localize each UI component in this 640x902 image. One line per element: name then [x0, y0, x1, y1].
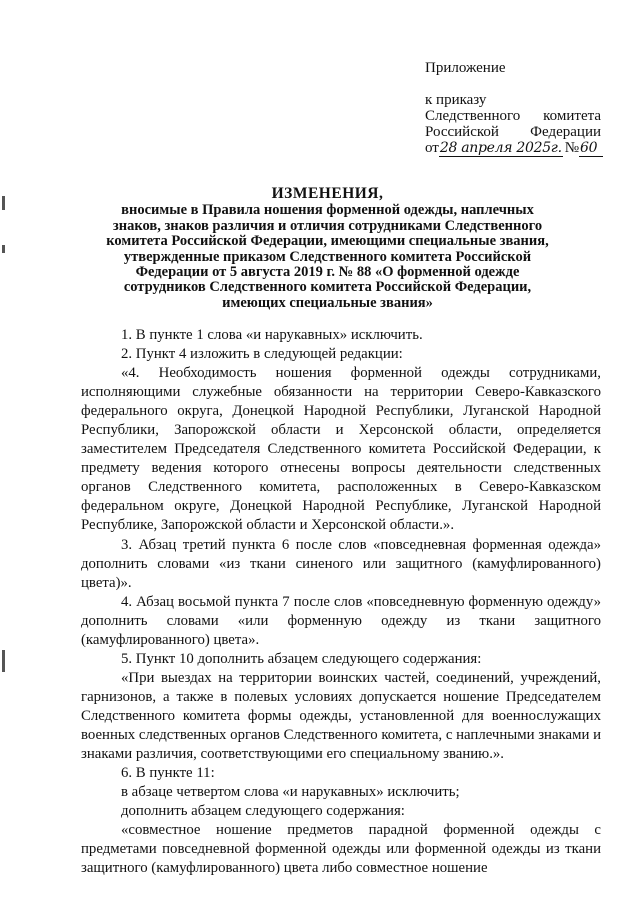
handwritten-number: 60	[579, 140, 603, 157]
paragraph: «При выездах на территории воинских частей, соединений, учреждений, гарнизонов, а также в полевых условиях допускается ношение Председателем Следственного комитета формы одежды, установленной для военнослужащих военных следственных органов Следственного комитета, с наплечными знаками и знаками различия, соответствующими его специальному званию.».	[81, 669, 601, 763]
appendix-title: Приложение	[425, 60, 506, 76]
paragraph: 1. В пункте 1 слова «и нарукавных» исключить.	[121, 327, 423, 343]
document-body	[81, 326, 601, 878]
paragraph: 4. Абзац восьмой пункта 7 после слов «повседневную форменную одежду» дополнить словами «или форменную одежду из ткани защитного (камуфлированного) цвета».	[81, 593, 601, 648]
scan-artifact	[2, 650, 5, 672]
appendix-line: Российской Федерации	[425, 124, 601, 140]
appendix-line: Следственного комитета	[425, 108, 601, 124]
paragraph: 3. Абзац третий пункта 6 после слов «повседневная форменная одежда» дополнить словами «из ткани синеного или защитного (камуфлированного) цвета)».	[81, 536, 601, 591]
paragraph: 2. Пункт 4 изложить в следующей редакции:	[121, 346, 403, 363]
appendix-block	[425, 60, 601, 157]
paragraph: дополнить абзацем следующего содержания:	[121, 803, 405, 820]
paragraph: 6. В пункте 11:	[121, 765, 215, 782]
paragraph: «4. Необходимость ношения форменной одежды сотрудниками, исполняющими служебные обязанности на территории Северо-Кавказского федерального округа, Донецкой Народной Республики, Луганской Народной Республики, Запорожской области и Херсонской области, определяется заместителем Председателя Следственного комитета Российской Федерации, к предмету ведения которого отнесены вопросы деятельности следственных органов Следственного комитета, расположенных в Северо-Кавказском федеральном округе, Донецкой Народной Республике, Луганской Народной Республике, Запорожской области и Херсонской области.».	[81, 365, 601, 534]
heading-subtitle: вносимые в Правила ношения форменной одежды, наплечных знаков, знаков различия и отличия сотрудниками Следственного комитета Российской Федерации, имеющими специальные звания, утвержденные приказом Следственного комитета Российской Федерации от 5 августа 2019 г. № 88 «О форменной одежде сотрудников Следственного комитета Российской Федерации, имеющих специальные звания»	[106, 202, 549, 311]
paragraph: 5. Пункт 10 дополнить абзацем следующего содержания:	[121, 650, 482, 667]
document-heading	[100, 186, 555, 311]
scan-artifact	[2, 196, 5, 210]
appendix-line: к приказу	[425, 92, 487, 108]
scan-artifact	[2, 245, 5, 253]
heading-main: ИЗМЕНЕНИЯ,	[271, 185, 384, 202]
paragraph: в абзаце четвертом слова «и нарукавных» исключить;	[121, 784, 460, 801]
paragraph: «совместное ношение предметов парадной форменной одежды с предметами повседневной форменной одежды или форменной одежды из ткани защитного (камуфлированного) цвета либо совместное ношение	[81, 822, 601, 877]
handwritten-date: 28 апреля 2025г.	[439, 140, 562, 156]
appendix-date-line	[425, 140, 601, 157]
number-prefix: №	[564, 140, 580, 156]
date-prefix: от	[425, 140, 439, 156]
